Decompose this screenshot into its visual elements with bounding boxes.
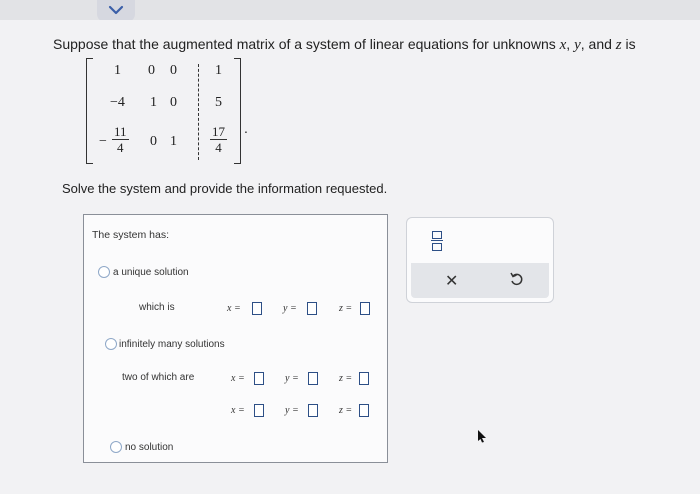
augmented-matrix: [86, 58, 246, 168]
matrix-entry: 1: [150, 95, 157, 110]
undo-icon[interactable]: [509, 272, 523, 286]
eq-z-label: z =: [339, 303, 353, 314]
radio-unique-solution[interactable]: [98, 266, 110, 278]
radio-infinite-solutions[interactable]: [105, 338, 117, 350]
matrix-right-bracket: [234, 58, 241, 164]
infinite-x1-input[interactable]: [254, 372, 264, 385]
infinite-z2-input[interactable]: [359, 404, 369, 417]
var-y: y: [574, 37, 581, 53]
matrix-entry: 1: [114, 63, 121, 78]
unique-z-input[interactable]: [360, 302, 370, 315]
eq-x-label: x =: [231, 373, 245, 384]
which-is-label: which is: [139, 302, 175, 313]
option-none-label: no solution: [125, 442, 174, 453]
option-unique-label: a unique solution: [113, 267, 189, 278]
matrix-left-bracket: [86, 58, 93, 164]
var-z: z: [615, 37, 622, 53]
unique-y-input[interactable]: [307, 302, 317, 315]
panel-heading: The system has:: [92, 229, 170, 241]
fraction-icon[interactable]: [431, 231, 443, 251]
matrix-entry: 0: [150, 134, 157, 149]
radio-no-solution[interactable]: [110, 441, 122, 453]
matrix-entry: 1: [215, 63, 222, 78]
matrix-entry: 0: [170, 63, 177, 78]
question-text: Suppose that the augmented matrix of a system of linear equations for unknowns x, y, and z is: [53, 36, 636, 53]
unique-x-input[interactable]: [252, 302, 262, 315]
matrix-entry: −4: [110, 95, 125, 110]
matrix-entry: 0: [170, 95, 177, 110]
infinite-z1-input[interactable]: [359, 372, 369, 385]
matrix-fraction: $\frac{11}{4}$: [114, 124, 127, 155]
eq-x-label: x =: [227, 303, 241, 314]
matrix-entry: 1: [170, 134, 177, 149]
infinite-y1-input[interactable]: [308, 372, 318, 385]
eq-y-label: y =: [285, 405, 299, 416]
var-x: x: [559, 37, 567, 53]
matrix-entry: 0: [148, 63, 155, 78]
instruction-text: Solve the system and provide the information requested.: [62, 181, 388, 196]
two-of-which-label: two of which are: [122, 372, 195, 383]
infinite-x2-input[interactable]: [254, 404, 264, 417]
matrix-end-period: .: [244, 120, 248, 136]
top-bar: [0, 0, 700, 22]
matrix-entry: 5: [215, 95, 222, 110]
toolbar-actions: [411, 263, 549, 298]
eq-z-label: z =: [339, 405, 353, 416]
answer-panel: [83, 214, 388, 463]
matrix-minus-sign: −: [99, 134, 107, 149]
matrix-fraction: $\frac{17}{4}$: [212, 124, 225, 155]
eq-x-label: x =: [231, 405, 245, 416]
infinite-y2-input[interactable]: [308, 404, 318, 417]
chevron-down-icon[interactable]: [97, 0, 135, 22]
eq-y-label: y =: [283, 303, 297, 314]
eq-y-label: y =: [285, 373, 299, 384]
math-toolbar: [406, 217, 554, 303]
eq-z-label: z =: [339, 373, 353, 384]
close-icon[interactable]: ✕: [445, 273, 459, 290]
option-infinite-label: infinitely many solutions: [119, 339, 225, 350]
augment-separator: [198, 64, 199, 160]
mouse-cursor-icon: [476, 429, 488, 443]
